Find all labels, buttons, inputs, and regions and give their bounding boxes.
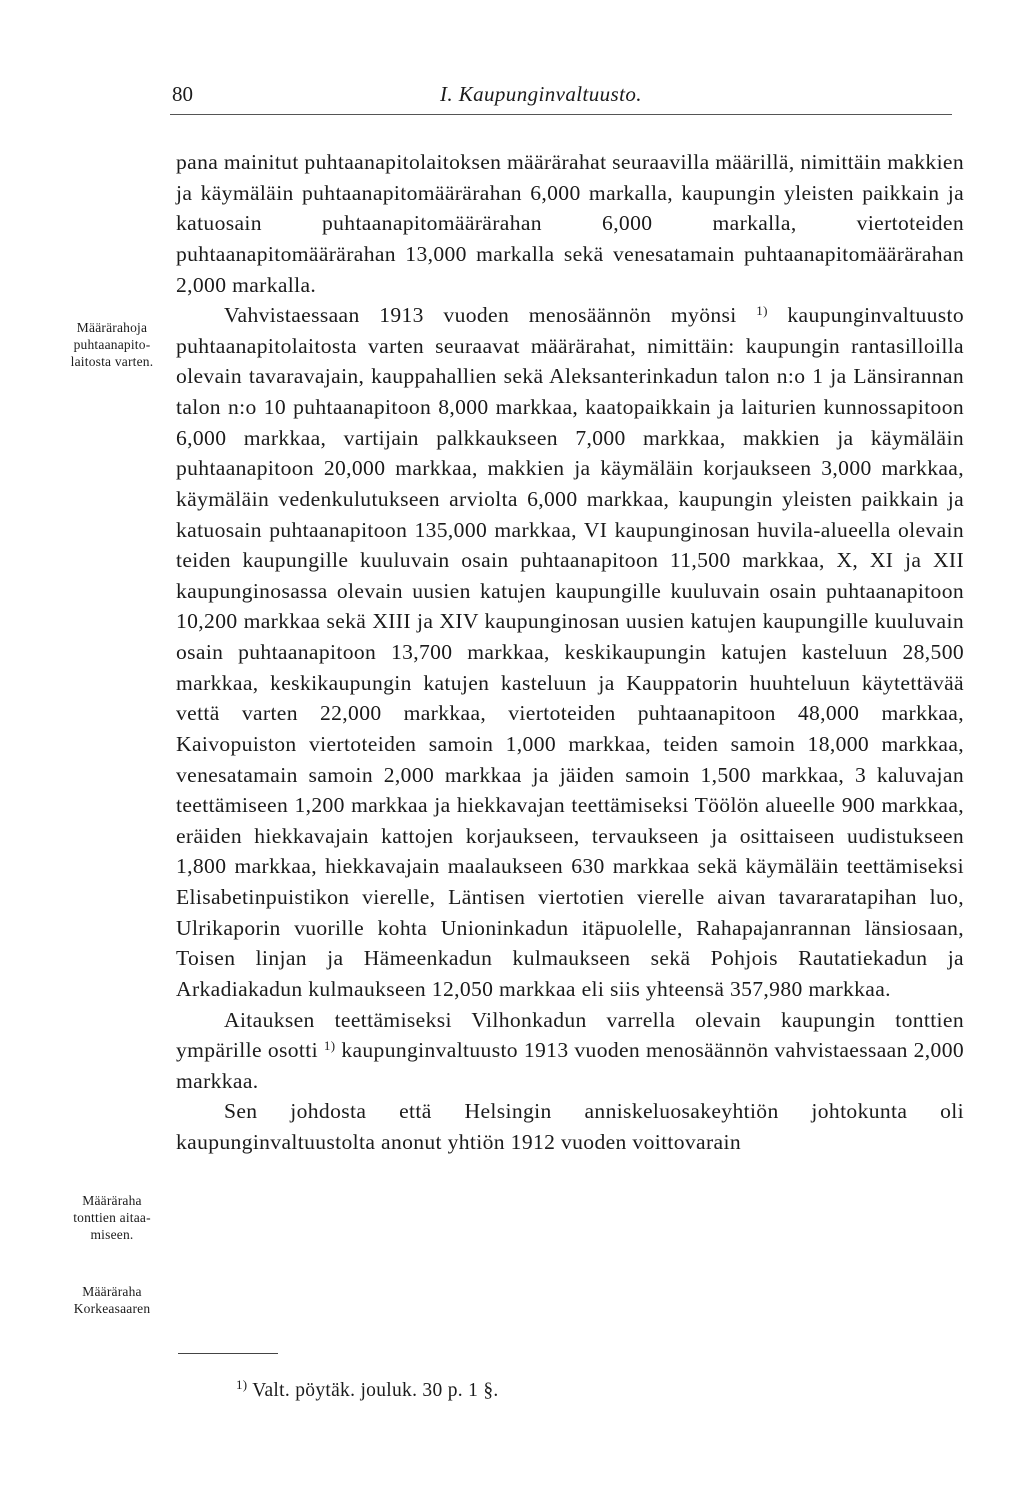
- margin-note-line: Korkeasaaren: [73, 1301, 151, 1316]
- footnote-text: Valt. pöytäk. jouluk. 30 p. 1 §.: [247, 1380, 499, 1401]
- margin-note-korkeasaari-appropriation: [52, 1283, 172, 1317]
- margin-note-fencing-appropriation: [52, 1192, 172, 1243]
- margin-note-line: tonttien aitaa-: [73, 1210, 151, 1225]
- margin-note-line: puhtaanapito-: [73, 337, 151, 352]
- paragraph-cleaning-appropriations: [176, 300, 964, 1004]
- paragraph-text: kaupunginvaltuusto 1913 vuoden menosäännön vahvistaessaan 2,000 markkaa.: [176, 1038, 964, 1093]
- paragraph-text: Aitauksen teettämiseksi Vilhonkadun varrella olevain kaupungin tonttien ympärille osotti: [176, 1007, 964, 1063]
- margin-note-line: Määräraha: [82, 1284, 142, 1299]
- page-header: [170, 82, 952, 118]
- paragraph-text: Sen johdosta että Helsingin anniskeluosakeyhtiön johtokunta oli kaupunginvaltuustolta anonut yhtiön 1912 vuoden voittovarain: [176, 1099, 964, 1154]
- running-title: I. Kaupunginvaltuusto.: [440, 82, 642, 106]
- margin-note-cleaning-appropriations: [52, 319, 172, 370]
- margin-note-line: laitosta varten.: [70, 354, 154, 369]
- paragraph-text: kaupunginvaltuusto puhtaanapitolaitosta varten seuraavat määrärahat, nimittäin: kaupungin rantasilloilla olevain tavaravajain, kauppahallien sekä Aleksanterinkadun talon n:o 1 ja Länsirannan talon n:o 10 puhtaanapitoon 8,000 markkaa, kaatopaikkain ja laiturien kunnossapitoon 6,000 markkaa, vartijain palkkaukseen 7,000 markkaa, makkien ja käymäläin puhtaanapitoon 20,000 markkaa, makkien ja käymäläin korjaukseen 3,000 markkaa, käymäläin vedenkulutukseen arviolta 6,000 markkaa, kaupungin yleisten paikkain ja katuosain puhtaanapitoon 135,000 markkaa, VI kaupunginosan huvila-alueella olevain teiden kaupungille kuuluvain osain puhtaanapitoon 11,500 markkaa, X, XI ja XII kaupunginosassa olevain uusien katujen kaupungille kuuluvain osain puhtaanapitoon 10,200 markkaa sekä XIII ja XIV kaupunginosan uusien katujen kaupungille kuuluvain osain puhtaanapitoon 13,700 markkaa, keskikaupungin katujen kasteluun 28,500 markkaa, keskikaupungin katujen kasteluun ja Kauppatorin huuhteluun käytettävää vettä varten 22,000 markkaa, viertoteiden puhtaanapitoon 48,000 markkaa, Kaivopuiston viertoteiden samoin 1,000 markkaa, teiden samoin 18,000 markkaa, venesatamain samoin 2,000 markkaa ja jäiden samoin 1,500 markkaa, 3 kaluvajan teettämiseen 1,200 markkaa ja hiekkavajan teettämiseksi Töölön alueelle 900 markkaa, eräiden hiekkavajain kattojen korjaukseen, tervaukseen ja osittaiseen uudistukseen 1,800 markkaa, hiekkavajain maalaukseen 630 markkaa sekä käymäläin teettämiseksi Elisabetinpuistikon vierelle, Läntisen viertotien vierelle aivan tavararatapihan luo, Ulrikaporin vuorille kohta Unioninkadun itäpuolelle, Rahapajanrannan länsiosaan, Toisen linjan ja Hämeenkadun kulmaukseen sekä Pohjois Rautatiekadun ja Arkadiakadun kulmaukseen 12,050 markkaa eli siis yhteensä 357,980 markkaa.: [176, 303, 964, 1001]
- margin-note-line: miseen.: [90, 1227, 134, 1242]
- footnote: [236, 1377, 499, 1402]
- main-text: [176, 147, 964, 1158]
- margin-note-line: Määräraha: [82, 1193, 142, 1208]
- paragraph-continued: [176, 147, 964, 300]
- paragraph-korkeasaari: [176, 1096, 964, 1157]
- footnote-reference: 1): [756, 303, 768, 319]
- header-rule: [170, 114, 952, 115]
- paragraph-fencing: [176, 1005, 964, 1097]
- footnote-reference: 1): [323, 1038, 336, 1054]
- footnote-marker: 1): [236, 1377, 248, 1392]
- paragraph-text: Vahvistaessaan 1913 vuoden menosäännön myönsi: [224, 303, 757, 328]
- paragraph-text: pana mainitut puhtaanapitolaitoksen määrärahat seuraavilla määrillä, nimittäin makkien ja käymäläin puhtaanapitomäärärahan 6,000 markalla, kaupungin yleisten paikkain ja katuosain puhtaanapitomäärärahan 6,000 markalla, viertoteiden puhtaanapitomäärärahan 13,000 markalla sekä venesatamain puhtaanapitomäärärahan 2,000 markalla.: [176, 150, 964, 297]
- page-number: 80: [172, 82, 193, 106]
- margin-note-line: Määrärahoja: [76, 320, 148, 335]
- footnote-rule: [178, 1353, 278, 1354]
